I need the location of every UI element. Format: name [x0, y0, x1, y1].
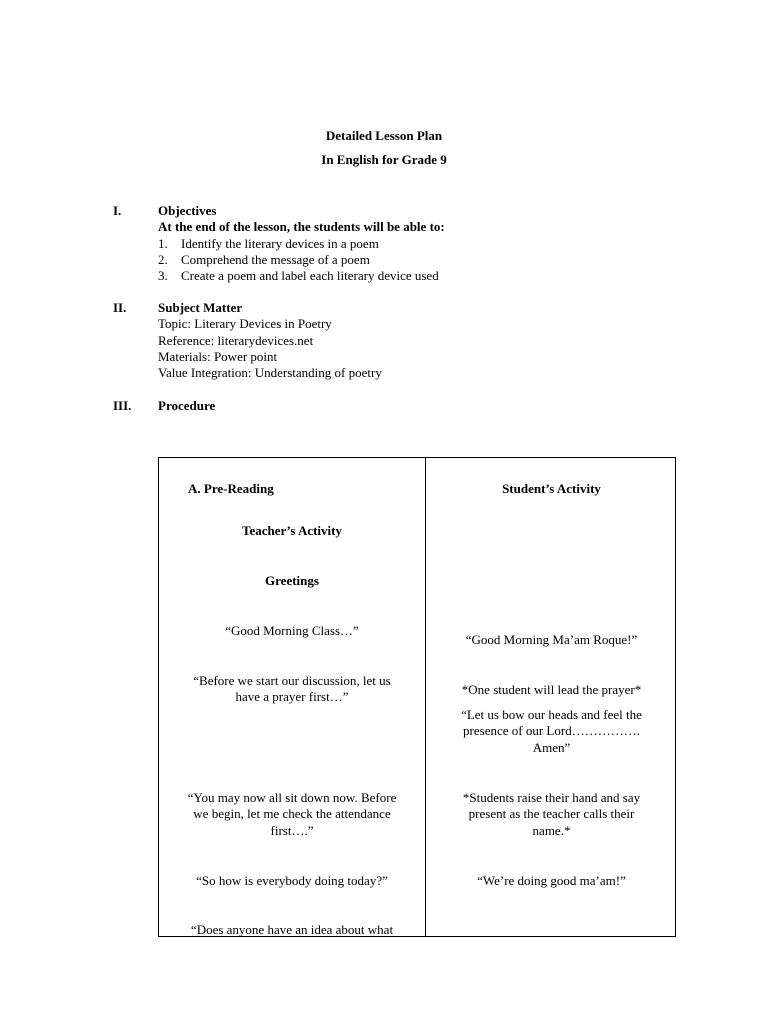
- teacher-greeting: “Good Morning Class…”: [225, 623, 359, 638]
- student-activity-heading: Student’s Activity: [502, 481, 601, 496]
- teacher-prayer-line: “Before we start our discussion, let us: [193, 673, 391, 688]
- student-attendance: [427, 790, 676, 839]
- teacher-activity-heading: Teacher’s Activity: [241, 523, 342, 538]
- objectives-heading: Objectives: [158, 203, 217, 218]
- document-title: Detailed Lesson Plan: [325, 128, 443, 143]
- teacher-attendance-line: first….”: [270, 822, 314, 838]
- teacher-idea-question: “Does anyone have an idea about what: [190, 922, 394, 937]
- objective-item: [158, 268, 445, 284]
- objective-number: 2.: [158, 251, 168, 267]
- subject-matter-line: Topic: Literary Devices in Poetry: [158, 316, 332, 332]
- objective-item: [158, 236, 445, 252]
- teacher-prayer: [160, 673, 424, 706]
- student-lead-prayer: *One student will lead the prayer*: [461, 682, 642, 697]
- teacher-how-doing: “So how is everybody doing today?”: [196, 873, 388, 888]
- document-subtitle: In English for Grade 9: [321, 152, 447, 167]
- student-prayer-line: “Let us bow our heads and feel the: [461, 707, 642, 722]
- subject-matter-line: Value Integration: Understanding of poetry: [158, 365, 382, 381]
- objective-number: 1.: [158, 235, 168, 251]
- subject-matter-line: Reference: literarydevices.net: [158, 332, 314, 348]
- student-prayer: [427, 707, 676, 756]
- objectives-intro: At the end of the lesson, the students will be able to:: [158, 219, 445, 235]
- pre-reading-label: A. Pre-Reading: [188, 481, 274, 496]
- table-column-divider: [425, 457, 426, 937]
- subject-matter-section: [158, 300, 382, 381]
- objectives-section: [158, 203, 445, 284]
- teacher-attendance-line: “You may now all sit down now. Before: [187, 790, 397, 805]
- student-prayer-line: presence of our Lord…………….: [463, 723, 640, 739]
- student-prayer-line: Amen”: [532, 739, 571, 755]
- teacher-attendance-line: we begin, let me check the attendance: [193, 806, 391, 822]
- student-attendance-line: *Students raise their hand and say: [462, 790, 641, 805]
- subject-matter-line: Materials: Power point: [158, 348, 278, 364]
- objective-item: [158, 252, 445, 268]
- greetings-heading: Greetings: [265, 573, 319, 588]
- student-attendance-line: name.*: [532, 822, 571, 838]
- objective-number: 3.: [158, 268, 168, 284]
- subject-matter-heading: Subject Matter: [158, 300, 243, 315]
- objectives-numeral: I.: [113, 203, 122, 218]
- student-doing-good: “We’re doing good ma’am!”: [477, 873, 626, 888]
- teacher-prayer-line: have a prayer first…”: [235, 689, 349, 705]
- objective-text: Comprehend the message of a poem: [181, 251, 370, 267]
- objective-text: Create a poem and label each literary device used: [181, 268, 439, 284]
- student-attendance-line: present as the teacher calls their: [468, 806, 635, 822]
- procedure-heading: Procedure: [158, 398, 216, 413]
- student-greeting-reply: “Good Morning Ma’am Roque!”: [465, 632, 638, 647]
- teacher-attendance: [160, 790, 424, 839]
- procedure-numeral: III.: [113, 398, 132, 413]
- subject-matter-numeral: II.: [113, 300, 127, 315]
- objective-text: Identify the literary devices in a poem: [181, 235, 379, 251]
